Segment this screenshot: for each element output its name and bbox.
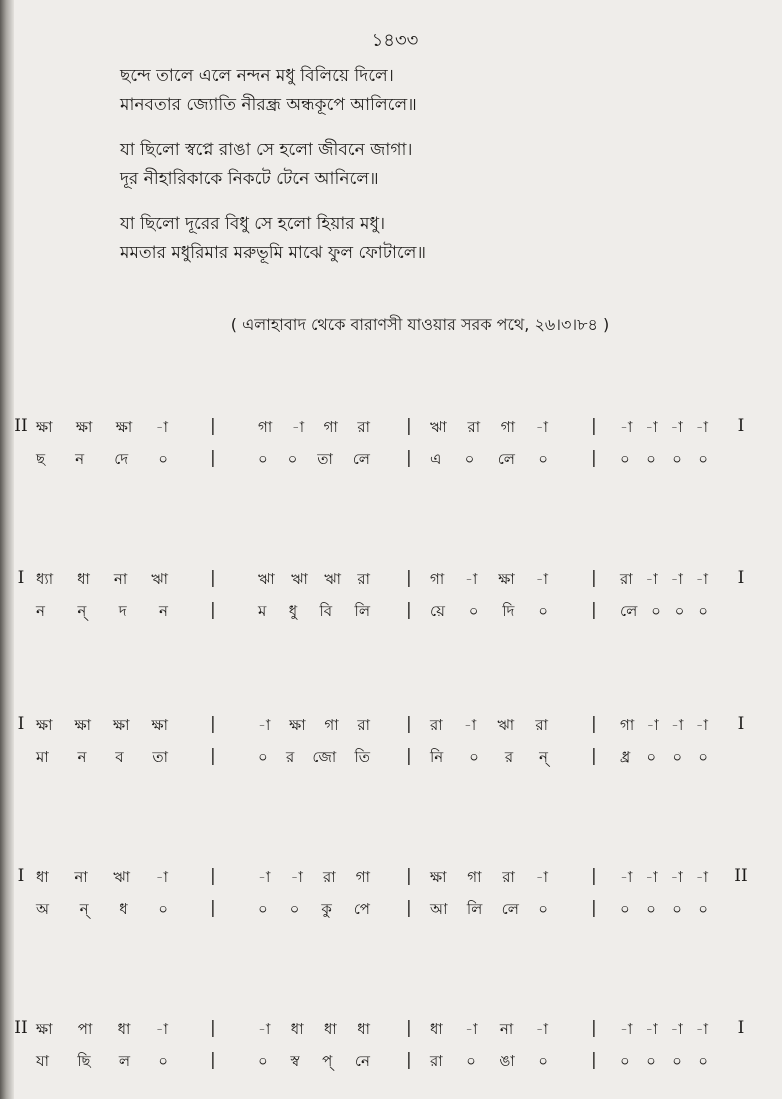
syllable-group — [620, 898, 708, 923]
note: -া — [465, 1020, 478, 1038]
note: ক্ষা — [112, 716, 130, 734]
syllable: ধ্র — [620, 748, 631, 766]
syllable: ০ — [620, 1052, 630, 1070]
syllable: ন — [75, 450, 85, 468]
note: -া — [695, 570, 708, 588]
note-group — [36, 568, 168, 593]
notation-row — [14, 416, 774, 480]
syllable: ০ — [158, 1052, 168, 1070]
note: -া — [620, 868, 633, 886]
syllable: ০ — [646, 900, 656, 918]
syllable: লে — [497, 450, 515, 468]
bar-divider: | — [591, 1050, 597, 1070]
bar-divider: | — [406, 714, 412, 734]
syllable: বি — [319, 602, 333, 620]
note: না — [499, 1020, 514, 1038]
note: ধা — [357, 1020, 370, 1038]
syllable: আ — [430, 900, 448, 918]
syllable-group — [258, 448, 370, 473]
swara-line — [14, 714, 774, 744]
note: ক্ষা — [36, 418, 53, 436]
poem-line: দূর নীহারিকাকে নিকটে টেনে আনিলে॥ — [120, 169, 379, 189]
note: -া — [258, 868, 271, 886]
bar-divider: | — [210, 448, 216, 468]
note: -া — [155, 418, 168, 436]
opening-bar-mark: II — [14, 416, 28, 436]
lyric-line — [14, 448, 774, 478]
syllable: ধু — [288, 602, 298, 620]
syllable: ০ — [672, 450, 682, 468]
syllable-group — [36, 1050, 168, 1075]
syllable: ০ — [287, 450, 298, 468]
note: ধ্যা — [36, 570, 54, 588]
bar-divider: | — [406, 416, 412, 436]
note: -া — [258, 716, 271, 734]
note: ক্ষা — [75, 418, 93, 436]
note: গা — [620, 716, 635, 734]
note: -া — [645, 570, 658, 588]
note: ধা — [290, 1020, 304, 1038]
syllable: ০ — [674, 602, 685, 620]
syllable-group — [620, 448, 708, 473]
note: ঋা — [258, 570, 275, 588]
bar-divider: | — [591, 898, 597, 918]
bar-divider: | — [591, 600, 597, 620]
note: -া — [645, 868, 658, 886]
syllable: র — [285, 748, 295, 766]
syllable: ন — [77, 748, 87, 766]
stanza — [120, 210, 720, 268]
note: -া — [695, 418, 708, 436]
note: পা — [77, 1020, 93, 1038]
bar-divider: | — [406, 1018, 412, 1038]
note: -া — [290, 868, 303, 886]
syllable-group — [430, 898, 548, 923]
syllable: যা — [36, 1052, 49, 1070]
note-group — [430, 568, 548, 593]
syllable-group — [258, 1050, 370, 1075]
note: ধা — [430, 1020, 443, 1038]
swara-line — [14, 568, 774, 598]
syllable-group — [430, 1050, 548, 1075]
syllable: ধ — [119, 900, 128, 918]
syllable: ব — [115, 748, 124, 766]
syllable: ০ — [158, 900, 168, 918]
syllable: তা — [317, 450, 333, 468]
poem-text — [120, 62, 720, 284]
syllable-group — [36, 746, 168, 771]
syllable-group — [620, 1050, 708, 1075]
bar-divider: | — [406, 898, 412, 918]
note: -া — [670, 418, 683, 436]
bar-divider: | — [591, 568, 597, 588]
note: -া — [671, 716, 684, 734]
notation-row — [14, 1018, 774, 1082]
note-group — [258, 568, 370, 593]
note: -া — [155, 868, 168, 886]
syllable: ০ — [646, 1052, 656, 1070]
syllable: য়ে — [430, 602, 445, 620]
note-group — [620, 1018, 708, 1043]
note: -া — [535, 418, 548, 436]
note: -া — [695, 868, 708, 886]
note: গা — [355, 868, 370, 886]
note: ক্ষা — [36, 716, 53, 734]
note: ঋা — [113, 868, 131, 886]
bar-divider: | — [406, 448, 412, 468]
note: -া — [463, 716, 477, 734]
syllable: ০ — [646, 748, 657, 766]
syllable: ০ — [258, 1052, 268, 1070]
syllable: ল — [118, 1052, 131, 1070]
note: -া — [535, 868, 548, 886]
note: রা — [357, 418, 370, 436]
syllable: ০ — [672, 1052, 682, 1070]
syllable: র — [504, 748, 514, 766]
syllable: ০ — [158, 450, 168, 468]
note: -া — [465, 570, 478, 588]
note-group — [258, 714, 370, 739]
note-group — [258, 1018, 370, 1043]
note: রা — [357, 570, 370, 588]
stanza — [120, 62, 720, 120]
bar-divider: | — [210, 714, 216, 734]
note: ক্ষা — [115, 418, 133, 436]
syllable: লে — [352, 450, 370, 468]
note: -া — [695, 1020, 708, 1038]
note: গা — [324, 716, 339, 734]
note-group — [620, 416, 708, 441]
bar-divider: | — [210, 416, 216, 436]
syllable: দি — [502, 602, 515, 620]
syllable: ০ — [468, 602, 479, 620]
note: ক্ষা — [498, 570, 515, 588]
note: না — [74, 868, 88, 886]
closing-bar-mark: I — [737, 416, 745, 436]
note: ধা — [117, 1020, 131, 1038]
note: ঋা — [291, 570, 308, 588]
bar-divider: | — [210, 1018, 216, 1038]
note: রা — [535, 716, 548, 734]
note: -া — [291, 418, 305, 436]
syllable: স্ব — [290, 1052, 300, 1070]
note: -া — [646, 716, 659, 734]
bar-divider: | — [591, 866, 597, 886]
note: -া — [258, 1020, 271, 1038]
syllable: ০ — [469, 748, 479, 766]
note-group — [430, 1018, 548, 1043]
closing-bar-mark: II — [734, 866, 748, 886]
syllable: তা — [152, 748, 168, 766]
bar-divider: | — [591, 746, 597, 766]
syllable: ০ — [538, 1052, 548, 1070]
note: -া — [670, 1020, 683, 1038]
note: -া — [670, 868, 683, 886]
syllable: রা — [430, 1052, 443, 1070]
bar-divider: | — [591, 1018, 597, 1038]
syllable-group — [36, 898, 168, 923]
note: না — [113, 570, 128, 588]
bar-divider: | — [210, 898, 216, 918]
syllable: মা — [36, 748, 49, 766]
note: ক্ষা — [289, 716, 306, 734]
poem-line: ছন্দে তালে এলে নন্দন মধু বিলিয়ে দিলে। — [120, 66, 394, 86]
bar-divider: | — [210, 568, 216, 588]
syllable-group — [36, 600, 168, 625]
note-group — [258, 866, 370, 891]
syllable: দ — [118, 602, 127, 620]
syllable: লে — [620, 602, 638, 620]
syllable: অ — [36, 900, 49, 918]
syllable: লি — [466, 900, 483, 918]
page-number: ১৪৩৩ — [371, 30, 419, 51]
notation-row — [14, 714, 774, 778]
page-binding-edge — [0, 0, 14, 1099]
note-group — [620, 568, 708, 593]
syllable: ন — [36, 602, 45, 620]
swara-line — [14, 416, 774, 446]
note-group — [36, 416, 168, 441]
syllable-group — [430, 746, 548, 771]
composition-citation: ( এলাহাবাদ থেকে বারাণসী যাওয়ার সরক পথে, ২৬।৩।৮৪ ) — [230, 315, 610, 334]
note-group — [36, 866, 168, 891]
syllable: জো — [312, 748, 337, 766]
lyric-line — [14, 898, 774, 928]
poem-line: যা ছিলো দূরের বিধু সে হলো হিয়ার মধু। — [120, 214, 386, 234]
note: রা — [430, 716, 443, 734]
note: রা — [620, 570, 633, 588]
note: গা — [467, 868, 482, 886]
note-group — [430, 866, 548, 891]
poem-line: মমতার মধুরিমার মরুভূমি মাঝে ফুল ফোটালে॥ — [120, 243, 427, 263]
syllable: প্ — [322, 1052, 333, 1070]
note: গা — [500, 418, 515, 436]
syllable-group — [258, 746, 370, 771]
note: ধা — [77, 570, 90, 588]
syllable: ০ — [698, 900, 708, 918]
syllable: ০ — [698, 450, 708, 468]
bar-divider: | — [406, 600, 412, 620]
syllable: লি — [354, 602, 370, 620]
syllable: লে — [501, 900, 519, 918]
syllable: ০ — [698, 1052, 708, 1070]
syllable: ০ — [646, 450, 656, 468]
bar-divider: | — [591, 416, 597, 436]
syllable: ০ — [672, 900, 682, 918]
opening-bar-mark: I — [17, 866, 25, 886]
syllable: ০ — [258, 450, 268, 468]
note: ধা — [324, 1020, 337, 1038]
note: রা — [502, 868, 515, 886]
syllable: ০ — [672, 748, 683, 766]
syllable-group — [258, 898, 370, 923]
note: ঋা — [324, 570, 342, 588]
syllable: ন — [159, 602, 168, 620]
syllable: ০ — [538, 602, 548, 620]
note-group — [36, 714, 168, 739]
syllable: ম — [258, 602, 267, 620]
syllable: পে — [353, 900, 370, 918]
bar-divider: | — [210, 600, 216, 620]
note: -া — [535, 1020, 548, 1038]
syllable: তি — [354, 748, 370, 766]
bar-divider: | — [406, 746, 412, 766]
bar-divider: | — [210, 866, 216, 886]
note: ক্ষা — [36, 1020, 53, 1038]
syllable: ০ — [698, 748, 708, 766]
note: -া — [620, 418, 633, 436]
syllable: ন্ — [79, 900, 89, 918]
syllable-group — [430, 600, 548, 625]
note: রা — [357, 716, 370, 734]
syllable: ০ — [538, 450, 548, 468]
syllable: ০ — [620, 900, 630, 918]
note: -া — [535, 570, 548, 588]
swara-line — [14, 1018, 774, 1048]
note-group — [620, 866, 708, 891]
poem-line: যা ছিলো স্বপ্নে রাঙা সে হলো জীবনে জাগা। — [120, 140, 413, 160]
poem-line: মানবতার জ্যোতি নীরন্ধ্র অন্ধকূপে আলিলে॥ — [120, 95, 417, 115]
syllable-group — [430, 448, 548, 473]
bar-divider: | — [406, 1050, 412, 1070]
bar-divider: | — [406, 866, 412, 886]
note: রা — [467, 418, 481, 436]
closing-bar-mark: I — [737, 714, 745, 734]
note: ক্ষা — [151, 716, 168, 734]
note: ক্ষা — [430, 868, 447, 886]
note: -া — [155, 1020, 168, 1038]
notation-row — [14, 568, 774, 632]
note: -া — [670, 570, 683, 588]
notation-row — [14, 866, 774, 930]
bar-divider: | — [591, 448, 597, 468]
syllable-group — [36, 448, 168, 473]
syllable: ০ — [466, 1052, 476, 1070]
note: ধা — [36, 868, 49, 886]
note: ক্ষা — [74, 716, 91, 734]
syllable: এ — [430, 450, 442, 468]
opening-bar-mark: II — [14, 1018, 28, 1038]
syllable-group — [258, 600, 370, 625]
syllable: নি — [430, 748, 444, 766]
note: ঋা — [430, 418, 447, 436]
bar-divider: | — [406, 568, 412, 588]
note: গা — [258, 418, 273, 436]
closing-bar-mark: I — [737, 568, 745, 588]
syllable: ০ — [289, 900, 300, 918]
syllable: ছি — [77, 1052, 91, 1070]
opening-bar-mark: I — [17, 568, 25, 588]
syllable: ০ — [620, 450, 630, 468]
syllable: ০ — [538, 900, 548, 918]
syllable: ০ — [464, 450, 475, 468]
syllable: ০ — [258, 900, 268, 918]
opening-bar-mark: I — [17, 714, 25, 734]
note: -া — [645, 418, 658, 436]
syllable-group — [620, 600, 708, 625]
syllable: দে — [114, 450, 129, 468]
note: ঋা — [497, 716, 515, 734]
note: গা — [430, 570, 445, 588]
lyric-line — [14, 746, 774, 776]
note: গা — [323, 418, 338, 436]
closing-bar-mark: I — [737, 1018, 745, 1038]
note-group — [430, 714, 548, 739]
bar-divider: | — [210, 1050, 216, 1070]
syllable: ০ — [698, 602, 708, 620]
syllable: ন্ — [539, 748, 548, 766]
syllable-group — [620, 746, 708, 771]
lyric-line — [14, 1050, 774, 1080]
syllable: নে — [354, 1052, 370, 1070]
note-group — [258, 416, 370, 441]
syllable: কু — [321, 900, 332, 918]
note: ঋা — [151, 570, 168, 588]
lyric-line — [14, 600, 774, 630]
syllable: ঙা — [499, 1052, 515, 1070]
stanza — [120, 136, 720, 194]
bar-divider: | — [591, 714, 597, 734]
syllable: ন্ — [77, 602, 87, 620]
syllable: ০ — [258, 748, 268, 766]
note: -া — [645, 1020, 658, 1038]
bar-divider: | — [210, 746, 216, 766]
syllable: ছ — [36, 450, 46, 468]
note: -া — [695, 716, 708, 734]
note-group — [430, 416, 548, 441]
note: রা — [323, 868, 336, 886]
note-group — [620, 714, 708, 739]
note: -া — [620, 1020, 633, 1038]
syllable: ০ — [651, 602, 661, 620]
note-group — [36, 1018, 168, 1043]
swara-line — [14, 866, 774, 896]
